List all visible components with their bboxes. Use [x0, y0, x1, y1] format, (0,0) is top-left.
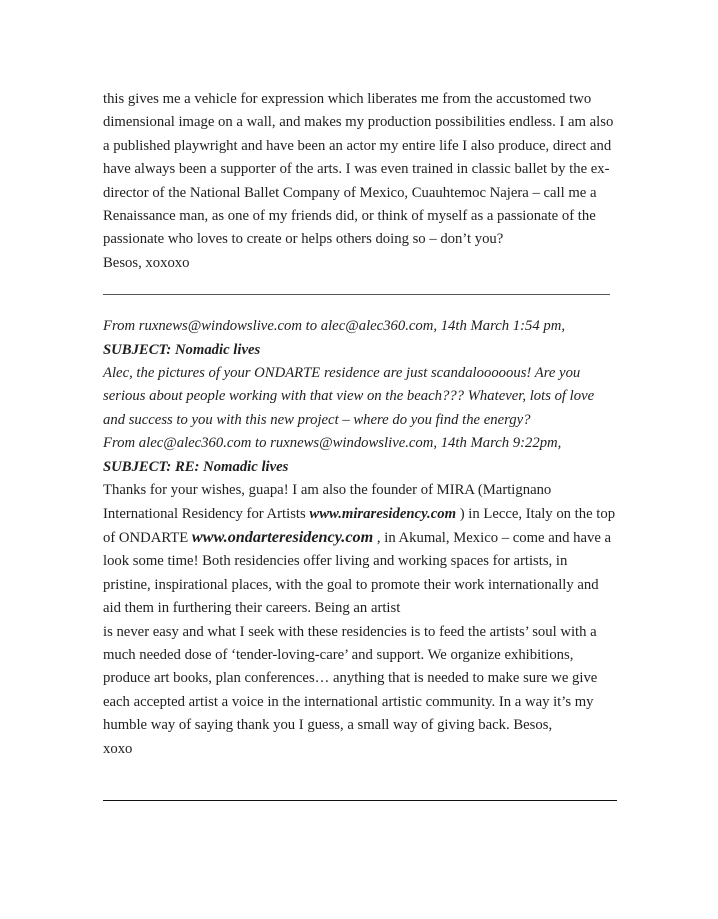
intro-paragraph: this gives me a vehicle for expression which liberates me from the accustomed two dimensional image on a wall, and makes my production possibilities endless. I am also a published playwright and have been an actor my entire life I also produce, direct and have always been a supporter of the arts. I was even trained in classic ballet by the ex-director of the National Ballet Company of Mexico, Cuauhtemoc Najera – call me a Renaissance man, as one of my friends did, or think of myself as a passionate of the passionate who loves to create or helps others doing so – don’t you? — [103, 91, 614, 248]
email-2-header: From alec@alec360.com to ruxnews@windowslive.com, 14th March 9:22pm, — [103, 435, 562, 452]
email-2-body-segment-2: ) in Lecce, Italy on the top of ONDARTE — [103, 505, 616, 546]
email-1-header: From ruxnews@windowslive.com to alec@alec360.com, 14th March 1:54 pm, — [103, 318, 565, 335]
section-divider — [103, 294, 610, 295]
email-2-body-segment-3: , in Akumal, Mexico – come and have a look some time! Both residencies offer living and working spaces for artists, in pristine, inspirational places, with the goal to promote their work internationally and aid them in furthering their careers. Being an artist — [103, 529, 612, 617]
intro-signoff: Besos, xoxoxo — [103, 254, 190, 271]
email-2-body-segment-1: Thanks for your wishes, guapa! I am also the founder of MIRA (Martignano International Residency for Artists — [103, 482, 552, 522]
email-1-body: Alec, the pictures of your ONDARTE residence are just scandalooooous! Are you serious about people working with that view on the beach??? Whatever, lots of love and success to you with this new project – where do you find the energy? — [103, 365, 595, 428]
email-2-subject: SUBJECT: RE: Nomadic lives — [103, 458, 289, 475]
page-bottom-rule — [103, 800, 617, 801]
email-1-subject: SUBJECT: Nomadic lives — [103, 341, 261, 358]
document-content — [103, 88, 617, 761]
email-2-signoff: xoxo — [103, 740, 133, 757]
ondarte-residency-link[interactable]: www.ondarteresidency.com — [191, 527, 374, 546]
email-2-body-continued: is never easy and what I seek with these residencies is to feed the artists’ soul with a much needed dose of ‘tender-loving-care’ and support. We organize exhibitions, produce art books, plan conferences… anything that is needed to make sure we give each accepted artist a voice in the international artistic community. In a way it’s my humble way of saying thank you I guess, a small way of giving back. Besos, — [103, 623, 598, 734]
mira-residency-link[interactable]: www.miraresidency.com — [309, 505, 457, 522]
email-2-body — [103, 479, 617, 620]
